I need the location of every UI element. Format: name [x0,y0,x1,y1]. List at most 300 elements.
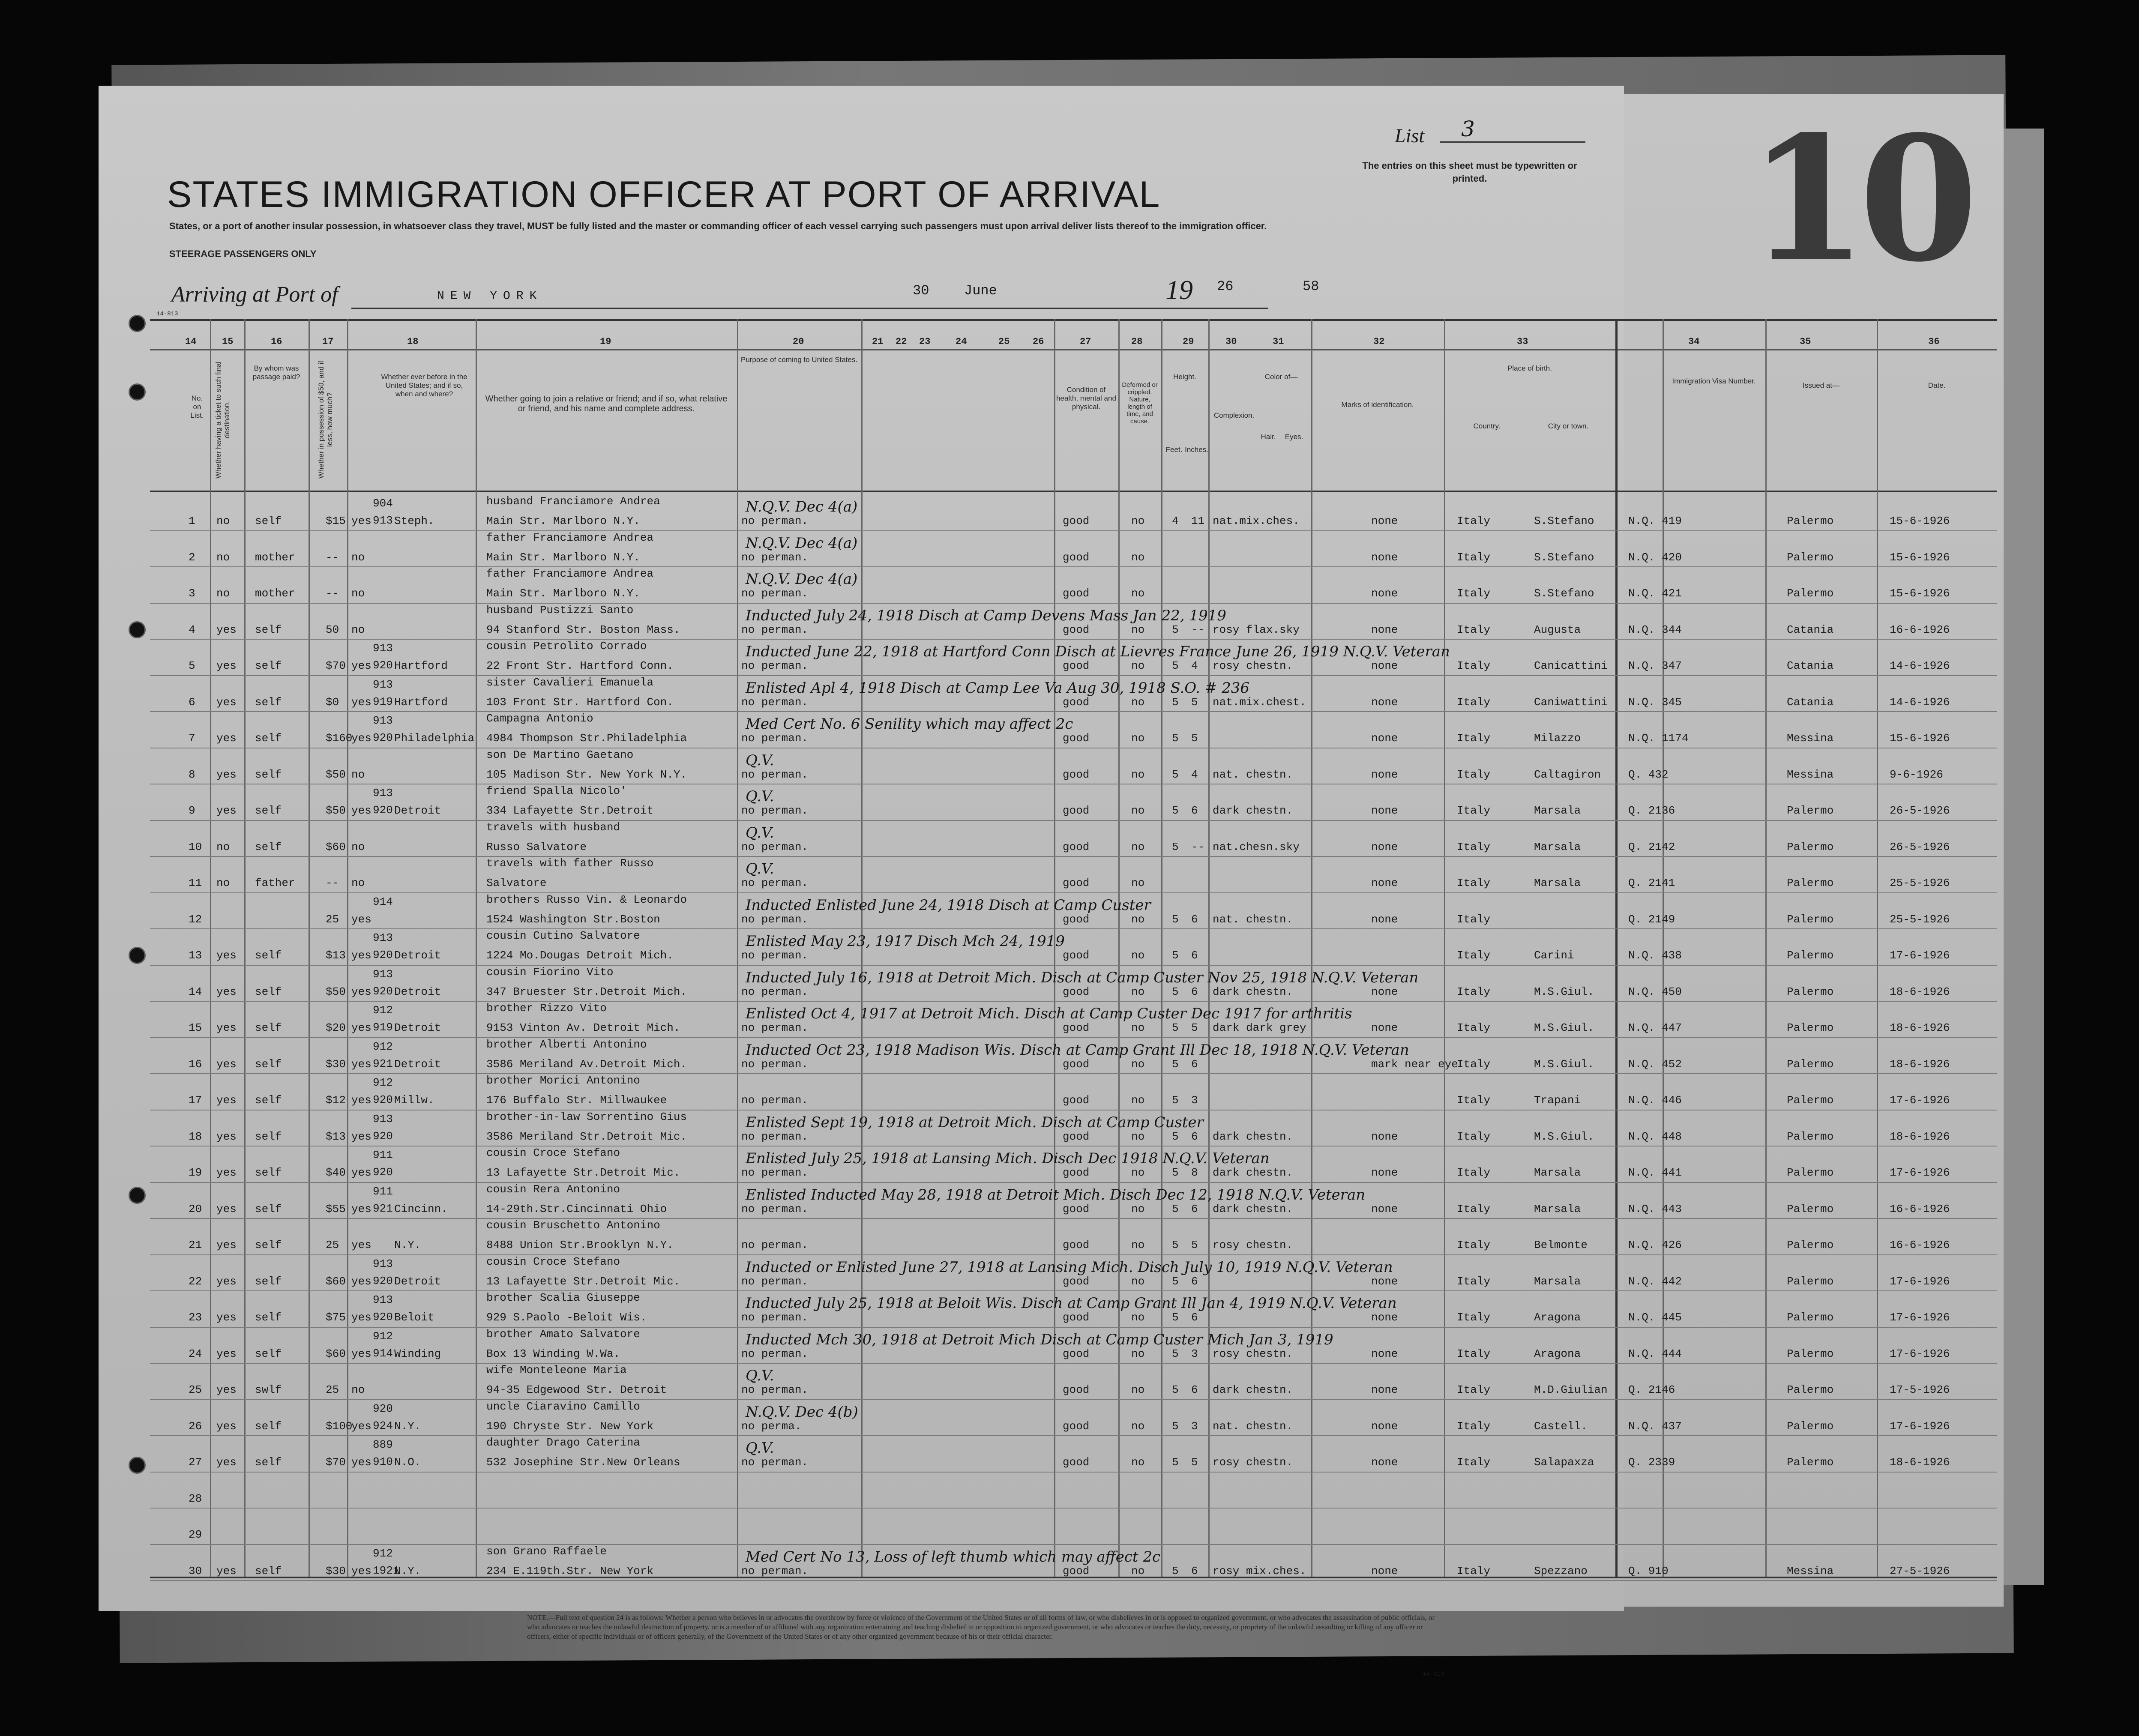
relative-address-cell: 94 Stanford Str. Boston Mass. [486,623,680,636]
marks-cell: none [1371,1383,1398,1396]
handwritten-annotation: Inducted or Enlisted June 27, 1918 at Lansing Mich. Disch July 10, 1919 N.Q.V. Veteran [746,1258,1393,1276]
header-color-of: Color of— [1264,373,1298,381]
issued-at-cell: Palermo [1787,1239,1834,1251]
handwritten-annotation: Inducted July 16, 1918 at Detroit Mich. Disch at Camp Custer Nov 25, 1918 N.Q.V. Veteran [746,969,1419,986]
relative-cell: son Grano Raffaele [486,1544,607,1558]
deformed-cell: no [1131,949,1145,962]
country-cell: Italy [1457,913,1491,926]
issued-at-cell: Palermo [1787,1166,1834,1179]
relative-cell: Campagna Antonio [486,712,593,725]
row-number: 17 [189,1094,202,1107]
condition-cell: good [1063,587,1090,600]
deformed-cell: no [1131,732,1145,745]
col-num: 25 [998,336,1010,347]
inches-cell: 3 [1191,1347,1198,1360]
marks-cell: none [1371,804,1398,817]
money-cell: -- [326,551,339,564]
condition-cell: good [1063,804,1090,817]
handwritten-annotation: Inducted July 25, 1918 at Beloit Wis. Disch at Camp Grant Ill Jan 4, 1919 N.Q.V. Veteran [746,1295,1397,1312]
purpose-cell: no perman. [741,515,809,527]
visa-cell: N.Q. 443 [1628,1202,1682,1215]
header-city: City or town. [1548,422,1589,430]
money-cell: $20 [326,1021,346,1034]
money-cell: $70 [326,659,346,672]
handwritten-annotation: Med Cert No 13, Loss of left thumb which may affect 2c [746,1548,1161,1565]
been-before-cell: yes [351,1021,371,1034]
complexion-cell: nat.chesn.sky [1213,840,1300,853]
inches-cell: 4 [1191,659,1198,672]
footer-form-code: 14-813 [1423,1671,1444,1678]
where-cell: Detroit [394,804,441,817]
inches-cell: 6 [1191,1130,1198,1143]
feet-cell: 5 [1172,1311,1179,1324]
country-cell: Italy [1457,949,1491,962]
country-cell: Italy [1457,1166,1491,1179]
relative-address-cell: 234 E.119th.Str. New York [486,1564,654,1577]
been-before-cell: yes [351,1057,371,1071]
issued-at-cell: Palermo [1787,1130,1834,1143]
relative-cell: brother-in-law Sorrentino Gius [486,1110,687,1123]
feet-cell: 5 [1172,1419,1179,1433]
deformed-cell: no [1131,1275,1145,1288]
where-cell: Millw. [394,1094,434,1107]
row-number: 10 [189,840,202,853]
handwritten-annotation: Inducted Oct 23, 1918 Madison Wis. Disch at Camp Grant Ill Dec 18, 1918 N.Q.V. Veteran [746,1041,1409,1059]
relative-address-cell: 103 Front Str. Hartford Con. [486,695,674,709]
deformed-cell: no [1131,877,1145,889]
table-row [0,1328,2139,1368]
arrival-month: June [964,283,997,299]
row-number: 16 [189,1057,202,1071]
issued-at-cell: Palermo [1787,515,1834,527]
row-number: 3 [189,587,195,600]
city-cell: M.S.Giul. [1534,1130,1594,1143]
relative-cell: travels with father Russo [486,857,654,870]
ticket-cell: no [216,840,230,853]
issued-at-cell: Messina [1787,768,1834,781]
feet-cell: 5 [1172,1564,1179,1577]
purpose-cell: no perman. [741,913,809,926]
table-row [0,1509,2139,1549]
handwritten-annotation: Enlisted Inducted May 28, 1918 at Detroit Mich. Disch Dec 12, 1918 N.Q.V. Veteran [746,1186,1366,1203]
where-cell: Detroit [394,1057,441,1071]
purpose-cell: no perman. [741,1130,809,1143]
relative-cell: wife Monteleone Maria [486,1364,627,1377]
inches-cell: 4 [1191,768,1198,781]
purpose-cell: no perman. [741,985,809,998]
date-cell: 17-6-1926 [1890,1347,1950,1360]
country-cell: Italy [1457,1239,1491,1251]
col-num: 29 [1183,336,1194,347]
inches-cell: -- [1191,623,1205,636]
issued-at-cell: Palermo [1787,1311,1834,1324]
been-before-cell: yes [351,1419,371,1433]
purpose-cell: no perman. [741,732,809,745]
header-condition: Condition of health, mental and physical. [1056,386,1116,411]
table-row [0,966,2139,1006]
relative-address-cell: 14-29th.Str.Cincinnati Ohio [486,1202,667,1215]
row-number: 26 [189,1419,202,1433]
city-cell: S.Stefano [1534,515,1594,527]
col-num: 34 [1688,336,1700,347]
ticket-cell: yes [216,1383,237,1396]
issued-at-cell: Palermo [1787,587,1834,600]
paid-by-cell: self [255,515,282,527]
header-paid-by: By whom was passage paid? [252,364,300,381]
feet-cell: 5 [1172,1275,1179,1288]
handwritten-annotation: N.Q.V. Dec 4(a) [746,534,858,552]
been-before-cell: yes [351,732,371,745]
years-cell: 912 1921 [373,1547,400,1577]
city-cell: Spezzano [1534,1564,1588,1577]
paid-by-cell: self [255,623,282,636]
relative-address-cell: Main Str. Marlboro N.Y. [486,515,640,527]
been-before-cell: no [351,768,365,781]
marks-cell: none [1371,695,1398,709]
relative-address-cell: 347 Bruester Str.Detroit Mich. [486,985,687,998]
condition-cell: good [1063,1166,1090,1179]
paid-by-cell: self [255,1130,282,1143]
paid-by-cell: self [255,1419,282,1433]
deformed-cell: no [1131,659,1145,672]
ticket-cell: yes [216,1057,237,1071]
row-number: 25 [189,1383,202,1396]
condition-cell: good [1063,1564,1090,1577]
complexion-cell: rosy chestn. [1213,1456,1293,1469]
issued-at-cell: Palermo [1787,949,1834,962]
ticket-cell: yes [216,804,237,817]
condition-cell: good [1063,913,1090,926]
inches-cell: 6 [1191,1202,1198,1215]
where-cell: Steph. [394,515,434,527]
handwritten-annotation: Enlisted July 25, 1918 at Lansing Mich. Disch Dec 1918 N.Q.V. Veteran [746,1150,1270,1167]
form-code: 14-813 [156,311,178,317]
issued-at-cell: Catania [1787,695,1834,709]
inches-cell: 6 [1191,985,1198,998]
deformed-cell: no [1131,1057,1145,1071]
typewritten-instruction: The entries on this sheet must be typewritten or printed. [1362,160,1577,184]
table-row [0,893,2139,934]
relative-cell: cousin Fiorino Vito [486,965,614,979]
relative-cell: daughter Drago Caterina [486,1436,640,1449]
date-cell: 15-6-1926 [1890,515,1950,527]
date-cell: 26-5-1926 [1890,804,1950,817]
city-cell: Marsala [1534,877,1581,889]
visa-cell: Q. 2339 [1628,1456,1675,1469]
issued-at-cell: Messina [1787,732,1834,745]
row-number: 24 [189,1347,202,1360]
condition-cell: good [1063,949,1090,962]
col-num: 33 [1517,336,1528,347]
condition-cell: good [1063,1347,1090,1360]
paid-by-cell: self [255,804,282,817]
date-cell: 26-5-1926 [1890,840,1950,853]
ticket-cell: yes [216,1021,237,1034]
row-number: 9 [189,804,195,817]
inches-cell: 3 [1191,1419,1198,1433]
ticket-cell: yes [216,1456,237,1469]
issued-at-cell: Messina [1787,1564,1834,1577]
header-place-of-birth: Place of birth. [1507,364,1552,372]
inches-cell: 6 [1191,1564,1198,1577]
money-cell: $0 [326,695,339,709]
row-rule [150,1580,1997,1581]
purpose-cell: no perman. [741,1456,809,1469]
marks-cell: none [1371,1275,1398,1288]
table-row [0,1074,2139,1114]
date-cell: 16-6-1926 [1890,1202,1950,1215]
table-row [0,1473,2139,1513]
handwritten-annotation: Enlisted Oct 4, 1917 at Detroit Mich. Disch at Camp Custer Dec 1917 for arthritis [746,1005,1352,1022]
marks-cell: none [1371,587,1398,600]
country-cell: Italy [1457,659,1491,672]
relative-address-cell: 9153 Vinton Av. Detroit Mich. [486,1021,680,1034]
date-cell: 18-6-1926 [1890,1130,1950,1143]
issued-at-cell: Palermo [1787,804,1834,817]
purpose-cell: no perman. [741,804,809,817]
relative-address-cell: 176 Buffalo Str. Millwaukee [486,1094,667,1107]
handwritten-annotation: Q.V. [746,1440,774,1457]
condition-cell: good [1063,1202,1090,1215]
header-ticket: Whether having a ticket to such final destination. [214,361,231,479]
been-before-cell: no [351,877,365,889]
col-num: 19 [600,336,611,347]
marks-cell: none [1371,1419,1398,1433]
country-cell: Italy [1457,1202,1491,1215]
deformed-cell: no [1131,1130,1145,1143]
paid-by-cell: self [255,1275,282,1288]
paid-by-cell: self [255,1166,282,1179]
relative-cell: cousin Croce Stefano [486,1146,620,1159]
deformed-cell: no [1131,1456,1145,1469]
feet-cell: 5 [1172,732,1179,745]
table-row [0,929,2139,970]
table-row [0,676,2139,716]
money-cell: $30 [326,1057,346,1071]
purpose-cell: no perman. [741,1275,809,1288]
row-number: 8 [189,768,195,781]
header-eyes: Eyes. [1285,433,1303,441]
ticket-cell: yes [216,1239,237,1251]
relative-address-cell: 94-35 Edgewood Str. Detroit [486,1383,667,1396]
visa-cell: Q. 2136 [1628,804,1675,817]
row-number: 30 [189,1564,202,1577]
date-cell: 17-5-1926 [1890,1383,1950,1396]
condition-cell: good [1063,985,1090,998]
country-cell: Italy [1457,1021,1491,1034]
header-deformed: Deformed or crippled. Nature, length of time, and cause. [1122,381,1158,425]
date-cell: 15-6-1926 [1890,587,1950,600]
city-cell: Augusta [1534,623,1581,636]
complexion-cell: nat.mix.chest. [1213,695,1306,709]
city-cell: Aragona [1534,1311,1581,1324]
table-row [0,567,2139,608]
city-cell: Milazzo [1534,732,1581,745]
purpose-cell: no perman. [741,768,809,781]
ticket-cell: yes [216,1275,237,1288]
condition-cell: good [1063,659,1090,672]
table-row [0,1146,2139,1187]
where-cell: Winding [394,1347,441,1360]
col-num: 22 [896,336,907,347]
issued-at-cell: Palermo [1787,985,1834,998]
table-row [0,1291,2139,1332]
country-cell: Italy [1457,1057,1491,1071]
city-cell: Marsala [1534,1166,1581,1179]
money-cell: 50 [326,623,339,636]
years-cell: 912 920 [373,1076,393,1106]
relative-cell: brother Alberti Antonino [486,1038,647,1051]
marks-cell: none [1371,1564,1398,1577]
paid-by-cell: self [255,840,282,853]
visa-cell: N.Q. 445 [1628,1311,1682,1324]
handwritten-annotation: Inducted Mch 30, 1918 at Detroit Mich Disch at Camp Custer Mich Jan 3, 1919 [746,1331,1333,1348]
table-row [0,495,2139,535]
deformed-cell: no [1131,985,1145,998]
ticket-cell: yes [216,1166,237,1179]
condition-cell: good [1063,1239,1090,1251]
relative-cell: brother Amato Salvatore [486,1327,640,1341]
deformed-cell: no [1131,1311,1145,1324]
been-before-cell: yes [351,659,371,672]
feet-cell: 5 [1172,840,1179,853]
relative-address-cell: 13 Lafayette Str.Detroit Mic. [486,1166,680,1179]
row-number: 29 [189,1528,202,1541]
condition-cell: good [1063,1094,1090,1107]
years-cell: 911 920 [373,1149,393,1179]
ticket-cell: yes [216,1130,237,1143]
visa-cell: N.Q. 419 [1628,515,1682,527]
row-number: 19 [189,1166,202,1179]
where-cell: Detroit [394,1021,441,1034]
feet-cell: 5 [1172,1094,1179,1107]
table-row [0,1436,2139,1476]
where-cell: Hartford [394,695,448,709]
date-cell: 27-5-1926 [1890,1564,1950,1577]
been-before-cell: yes [351,1239,371,1251]
table-row [0,1183,2139,1223]
where-cell: Detroit [394,985,441,998]
list-number: 3 [1461,117,1475,141]
country-cell: Italy [1457,804,1491,817]
ticket-cell: yes [216,949,237,962]
been-before-cell: yes [351,1456,371,1469]
ticket-cell: yes [216,1347,237,1360]
years-cell: 889 910 [373,1438,393,1468]
purpose-cell: no perman. [741,1347,809,1360]
where-cell: Cincinn. [394,1202,448,1215]
issued-at-cell: Palermo [1787,1275,1834,1288]
money-cell: $12 [326,1094,346,1107]
table-row [0,1545,2139,1585]
relative-address-cell: 3586 Meriland Str.Detroit Mic. [486,1130,687,1143]
paid-by-cell: father [255,877,295,889]
complexion-cell: nat. chestn. [1213,913,1293,926]
condition-cell: good [1063,695,1090,709]
deformed-cell: no [1131,1419,1145,1433]
col-num: 24 [956,336,967,347]
handwritten-annotation: Q.V. [746,824,774,841]
issued-at-cell: Palermo [1787,1202,1834,1215]
condition-cell: good [1063,1021,1090,1034]
relative-address-cell: 3586 Meriland Av.Detroit Mich. [486,1057,687,1071]
issued-at-cell: Palermo [1787,1419,1834,1433]
feet-cell: 5 [1172,768,1179,781]
header-date: Date. [1928,381,1946,389]
complexion-cell: rosy chestn. [1213,1239,1293,1251]
been-before-cell: no [351,551,365,564]
inches-cell: 6 [1191,1383,1198,1396]
money-cell: $160 [326,732,353,745]
row-number: 13 [189,949,202,962]
col-num: 36 [1928,336,1940,347]
table-row [0,748,2139,789]
been-before-cell: yes [351,1202,371,1215]
city-cell: Castell. [1534,1419,1588,1433]
binder-hole [129,383,146,401]
relative-address-cell: Main Str. Marlboro N.Y. [486,587,640,600]
country-cell: Italy [1457,1419,1491,1433]
col-num: 16 [271,336,282,347]
issued-at-cell: Catania [1787,623,1834,636]
row-number: 6 [189,695,195,709]
visa-cell: N.Q. 420 [1628,551,1682,564]
header-height: Height. [1173,373,1196,381]
purpose-cell: no perman. [741,1094,809,1107]
where-cell: N.O. [394,1456,421,1469]
ticket-cell: yes [216,768,237,781]
header-country: Country. [1473,422,1501,430]
years-cell: 913 920 [373,1112,393,1143]
marks-cell: mark near eye [1371,1057,1458,1071]
inches-cell: 5 [1191,1239,1198,1251]
money-cell: $40 [326,1166,346,1179]
row-number: 18 [189,1130,202,1143]
steerage-label: STEERAGE PASSENGERS ONLY [169,248,317,259]
inches-cell: 11 [1191,515,1205,527]
arriving-underline [351,308,1268,309]
condition-cell: good [1063,840,1090,853]
col-num: 23 [919,336,931,347]
ticket-cell: yes [216,1202,237,1215]
city-cell: M.S.Giul. [1534,985,1594,998]
years-cell: 913 920 [373,787,393,817]
country-cell: Italy [1457,1275,1491,1288]
issued-at-cell: Palermo [1787,913,1834,926]
been-before-cell: yes [351,695,371,709]
relative-address-cell: 532 Josephine Str.New Orleans [486,1456,680,1469]
paid-by-cell: self [255,1347,282,1360]
date-cell: 14-6-1926 [1890,659,1950,672]
date-cell: 18-6-1926 [1890,985,1950,998]
been-before-cell: yes [351,985,371,998]
ticket-cell: no [216,515,230,527]
table-row [0,1002,2139,1042]
complexion-cell: dark chestn. [1213,804,1293,817]
col-num: 17 [322,336,334,347]
row-number: 7 [189,732,195,745]
date-cell: 9-6-1926 [1890,768,1943,781]
issued-at-cell: Palermo [1787,877,1834,889]
country-cell: Italy [1457,1094,1491,1107]
relative-address-cell: Main Str. Marlboro N.Y. [486,551,640,564]
handwritten-annotation: N.Q.V. Dec 4(b) [746,1403,858,1421]
visa-cell: N.Q. 344 [1628,623,1682,636]
condition-cell: good [1063,768,1090,781]
issued-at-cell: Palermo [1787,840,1834,853]
column-number-rule [150,349,1997,350]
marks-cell: none [1371,1311,1398,1324]
